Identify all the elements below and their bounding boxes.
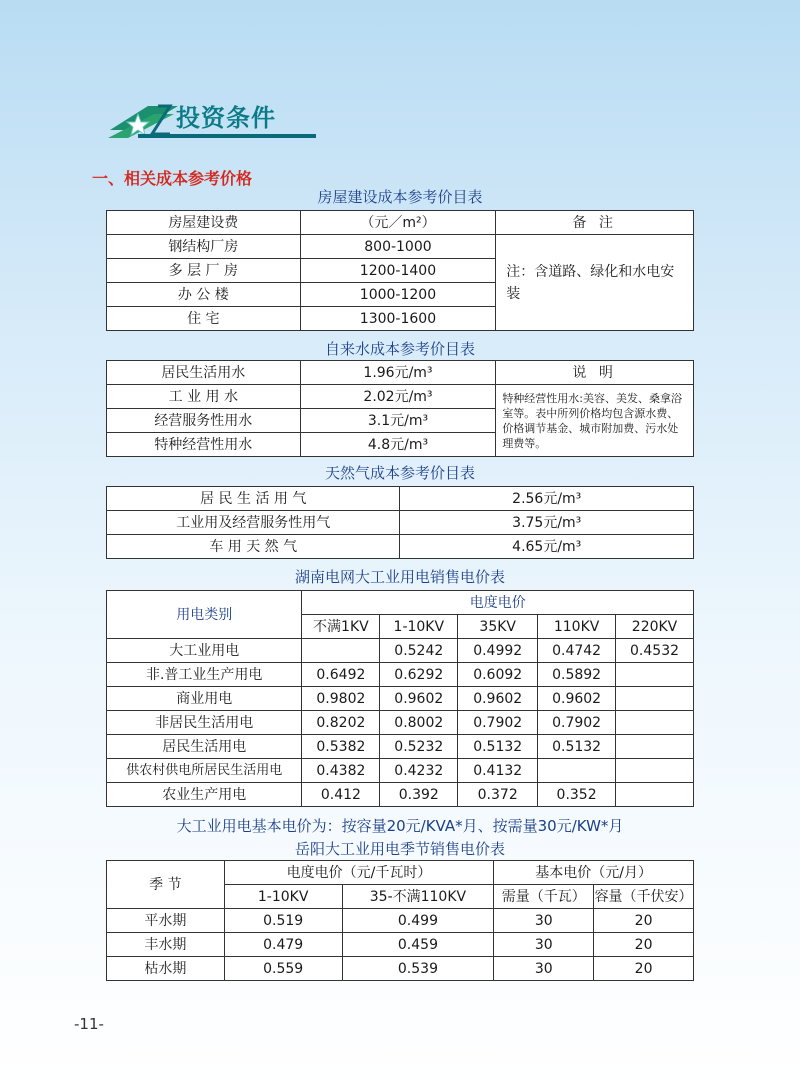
col-header: 电度电价（元/千瓦时） <box>224 861 494 885</box>
cell-value: 0.4382 <box>302 759 380 783</box>
row-label: 居 民 生 活 用 气 <box>107 487 400 511</box>
row-label: 非居民生活用电 <box>107 711 302 735</box>
cell-value: 0.539 <box>342 957 494 981</box>
cell-value <box>616 663 694 687</box>
cell-value: 30 <box>494 933 594 957</box>
cell-value: 0.6492 <box>302 663 380 687</box>
cell-value <box>616 735 694 759</box>
cell-value: 0.559 <box>224 957 342 981</box>
cell-value: 0.9602 <box>538 687 616 711</box>
cell-value: 0.519 <box>224 909 342 933</box>
cell-value: 0.372 <box>458 783 538 807</box>
cell-value: 0.7902 <box>458 711 538 735</box>
row-label: 钢结构厂房 <box>107 235 301 259</box>
cell-value: 1.96元/m³ <box>300 361 496 385</box>
water-note: 特种经营性用水:美容、美发、桑拿浴室等。表中所列价格均包含源水费、价格调节基金、城市附加费、污水处理费等。 <box>496 385 694 457</box>
cell-value: 0.8002 <box>380 711 458 735</box>
cell-value: 0.9602 <box>380 687 458 711</box>
house-note: 注：含道路、绿化和水电安装 <box>496 235 694 331</box>
power-table <box>106 590 694 807</box>
cell-value: 2.56元/m³ <box>400 487 694 511</box>
row-label: 居民生活用水 <box>107 361 301 385</box>
cell-value: 0.5242 <box>380 639 458 663</box>
cell-value: 0.6292 <box>380 663 458 687</box>
water-table <box>106 360 694 457</box>
house-table-caption: 房屋建设成本参考价目表 <box>317 188 483 206</box>
cell-value: 2.02元/m³ <box>300 385 496 409</box>
cell-value: 0.8202 <box>302 711 380 735</box>
col-header: 35-不满110KV <box>342 885 494 909</box>
cell-value: 0.412 <box>302 783 380 807</box>
row-label: 平水期 <box>107 909 225 933</box>
house-table <box>106 210 694 331</box>
cell-value: 0.5132 <box>538 735 616 759</box>
cell-value: 4.8元/m³ <box>300 433 496 457</box>
col-header: 需量（千瓦） <box>494 885 594 909</box>
col-header: 1-10KV <box>380 615 458 639</box>
cell-value: 0.4992 <box>458 639 538 663</box>
cell-value: 0.5232 <box>380 735 458 759</box>
col-header: 用电类别 <box>107 591 302 639</box>
row-label: 办 公 楼 <box>107 283 301 307</box>
col-header: 基本电价（元/月） <box>494 861 694 885</box>
cell-value: 20 <box>594 957 694 981</box>
cell-value: 0.499 <box>342 909 494 933</box>
power-table-caption: 湖南电网大工业用电销售电价表 <box>294 568 505 586</box>
col-header: 电度电价 <box>302 591 694 615</box>
col-header: （元／m²） <box>300 211 496 235</box>
col-header: 110KV <box>538 615 616 639</box>
cell-value: 0.5892 <box>538 663 616 687</box>
cell-value: 1200-1400 <box>300 259 496 283</box>
row-label: 农业生产用电 <box>107 783 302 807</box>
cell-value: 0.4742 <box>538 639 616 663</box>
cell-value: 0.5132 <box>458 735 538 759</box>
cell-value: 0.392 <box>380 783 458 807</box>
row-label: 车 用 天 然 气 <box>107 535 400 559</box>
cell-value: 1000-1200 <box>300 283 496 307</box>
row-label: 特种经营性用水 <box>107 433 301 457</box>
row-label: 工 业 用 水 <box>107 385 301 409</box>
cell-value: 0.4532 <box>616 639 694 663</box>
cell-value: 0.6092 <box>458 663 538 687</box>
cell-value <box>616 783 694 807</box>
col-header: 房屋建设费 <box>107 211 301 235</box>
col-header: 35KV <box>458 615 538 639</box>
season-table-caption: 岳阳大工业用电季节销售电价表 <box>294 840 505 858</box>
section-header <box>108 96 318 140</box>
row-label: 工业用及经营服务性用气 <box>107 511 400 535</box>
col-header: 不满1KV <box>302 615 380 639</box>
cell-value <box>616 687 694 711</box>
row-label: 枯水期 <box>107 957 225 981</box>
row-label: 居民生活用电 <box>107 735 302 759</box>
row-label: 供农村供电所居民生活用电 <box>107 759 302 783</box>
season-table <box>106 860 694 981</box>
section-title: 一、相关成本参考价格 <box>92 169 253 188</box>
row-label: 大工业用电 <box>107 639 302 663</box>
cell-value: 0.9802 <box>302 687 380 711</box>
cell-value: 4.65元/m³ <box>400 535 694 559</box>
col-header: 220KV <box>616 615 694 639</box>
cell-value: 0.459 <box>342 933 494 957</box>
cell-value: 0.5382 <box>302 735 380 759</box>
cell-value: 0.479 <box>224 933 342 957</box>
cell-value <box>616 759 694 783</box>
col-header: 说 明 <box>496 361 694 385</box>
cell-value: 0.7902 <box>538 711 616 735</box>
row-label: 丰水期 <box>107 933 225 957</box>
cell-value: 1300-1600 <box>300 307 496 331</box>
basic-price-note: 大工业用电基本电价为：按容量20元/KVA*月、按需量30元/KW*月 <box>176 817 624 835</box>
page-title: 投资条件 <box>176 103 276 132</box>
row-label: 商业用电 <box>107 687 302 711</box>
cell-value: 20 <box>594 909 694 933</box>
cell-value: 20 <box>594 933 694 957</box>
cell-value: 0.4232 <box>380 759 458 783</box>
cell-value: 800-1000 <box>300 235 496 259</box>
row-label: 非.普工业生产用电 <box>107 663 302 687</box>
cell-value: 30 <box>494 909 594 933</box>
row-label: 多 层 厂 房 <box>107 259 301 283</box>
cell-value: 0.9602 <box>458 687 538 711</box>
gas-table-caption: 天然气成本参考价目表 <box>324 464 475 482</box>
page-number: -11- <box>74 1015 104 1033</box>
row-label: 经营服务性用水 <box>107 409 301 433</box>
col-header: 容量（千伏安） <box>594 885 694 909</box>
col-header: 1-10KV <box>224 885 342 909</box>
cell-value: 0.352 <box>538 783 616 807</box>
col-header: 季 节 <box>107 861 225 909</box>
cell-value: 30 <box>494 957 594 981</box>
cell-value: 3.1元/m³ <box>300 409 496 433</box>
cell-value <box>302 639 380 663</box>
cell-value: 0.4132 <box>458 759 538 783</box>
water-table-caption: 自来水成本参考价目表 <box>324 340 475 358</box>
cell-value <box>616 711 694 735</box>
cell-value: 3.75元/m³ <box>400 511 694 535</box>
cell-value <box>538 759 616 783</box>
row-label: 住 宅 <box>107 307 301 331</box>
col-header: 备 注 <box>496 211 694 235</box>
gas-table <box>106 486 694 559</box>
